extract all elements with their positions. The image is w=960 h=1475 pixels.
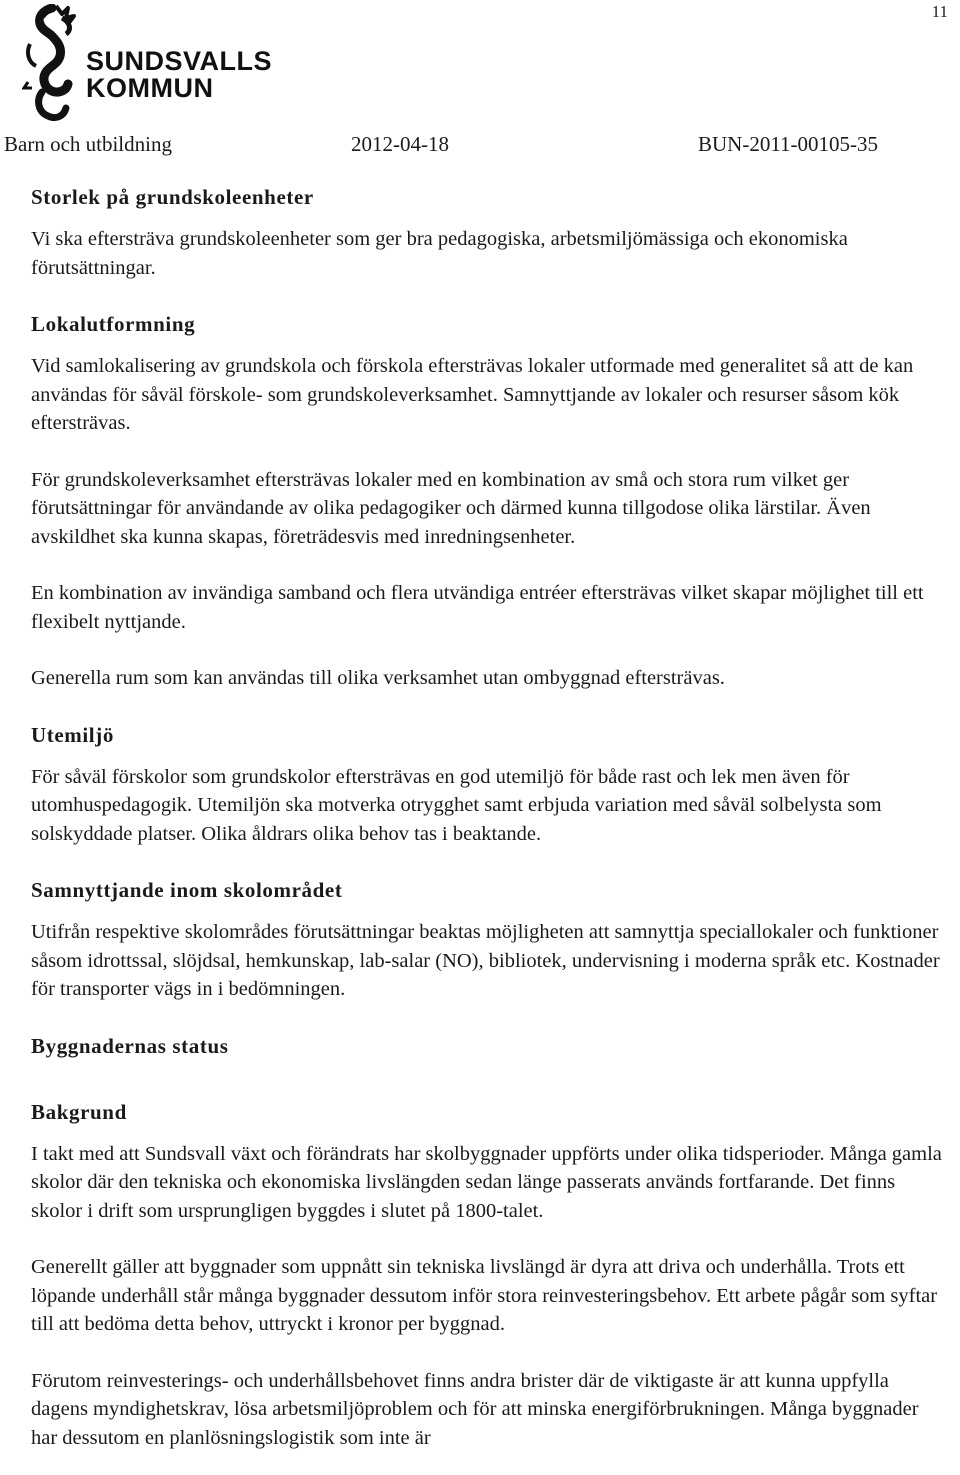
paragraph-bakgrund-3: Förutom reinvesterings- och underhållsbehovet finns andra brister där de viktigaste är att kunna uppfylla dagens myndighetskrav, lösa arbetsmiljöproblem och för att minska energiförbrukningen. Många byggnader har dessutom en planlösningslogistik som inte är: [31, 1369, 919, 1449]
logo-line-2: KOMMUN: [86, 73, 214, 103]
paragraph-lokalutformning-1: Vid samlokalisering av grundskola och förskola eftersträvas lokaler utformade med generalitet så att de kan användas för såväl förskole- som grundskoleverksamhet. Samnyttjande av lokaler och resurser såsom kök eftersträvas.: [31, 355, 914, 434]
paragraph-utemiljo-1: För såväl förskolor som grundskolor eftersträvas en god utemiljö för både rast och lek men även för utomhuspedagogik. Utemiljön ska motverka otrygghet samt erbjuda variation med såväl solbelysta som solskyddade platser. Olika åldrars olika behov tas i beaktande.: [31, 765, 882, 845]
paragraph-lokalutformning-3: En kombination av invändiga samband och flera utvändiga entréer eftersträvas vilket skapar möjlighet till ett flexibelt nyttjande.: [31, 582, 924, 633]
paragraph-samnyttjande-1: Utifrån respektive skolområdes förutsättningar beaktas möjligheten att samnyttja speciallokaler och funktioner såsom idrottssal, slöjdsal, hemkunskap, lab-salar (NO), bibliotek, undervisning i moderna språk etc. Kostnader för transporter vägs in i bedömningen.: [31, 921, 940, 1000]
heading-samnyttjande: Samnyttjande inom skolområdet: [31, 878, 343, 902]
paragraph-storlek-1: Vi ska eftersträva grundskoleenheter som ger bra pedagogiska, arbetsmiljömässiga och ekonomiska förutsättningar.: [31, 228, 848, 279]
header-department: Barn och utbildning: [4, 132, 172, 156]
heading-storlek: Storlek på grundskoleenheter: [31, 185, 314, 209]
heading-byggnadernas-status: Byggnadernas status: [31, 1033, 229, 1058]
heading-utemiljo: Utemiljö: [31, 722, 114, 747]
logo-wordmark: [86, 48, 272, 102]
sundsvalls-kommun-logo: [22, 4, 273, 124]
paragraph-lokalutformning-4: Generella rum som kan användas till olika verksamhet utan ombyggnad eftersträvas.: [31, 667, 725, 689]
heading-bakgrund: Bakgrund: [31, 1099, 127, 1124]
paragraph-bakgrund-1: I takt med att Sundsvall växt och förändrats har skolbyggnader uppförts under olika tidsperioder. Många gamla skolor där den tekniska och ekonomiska livslängden sedan länge passerats används fortfarande. Det finns skolor i drift som ursprungligen byggdes i slutet på 1800-talet.: [31, 1142, 942, 1222]
heading-lokalutformning: Lokalutformning: [31, 312, 196, 336]
paragraph-bakgrund-2: Generellt gäller att byggnader som uppnått sin tekniska livslängd är dyra att driva och underhålla. Trots ett löpande underhåll står många byggnader dessutom inför stora reinvesteringsbehov. Ett arbete pågår som syftar till att bedöma detta behov, uttryckt i kronor per byggnad.: [31, 1256, 938, 1335]
logo-line-1: SUNDSVALLS: [86, 46, 273, 76]
seahorse-emblem-icon: [22, 4, 84, 124]
document-body: [31, 183, 949, 1452]
page-number: 11: [931, 2, 948, 21]
paragraph-lokalutformning-2: För grundskoleverksamhet eftersträvas lokaler med en kombination av små och stora rum vilket ger förutsättningar för användande av olika pedagogiker och därmed kunna tillgodose olika lärstilar. Även avskildhet ska kunna skapas, företrädesvis med inredningsenheter.: [31, 468, 871, 548]
header-reference: BUN-2011-00105-35: [698, 132, 879, 156]
header-date: 2012-04-18: [351, 132, 449, 156]
